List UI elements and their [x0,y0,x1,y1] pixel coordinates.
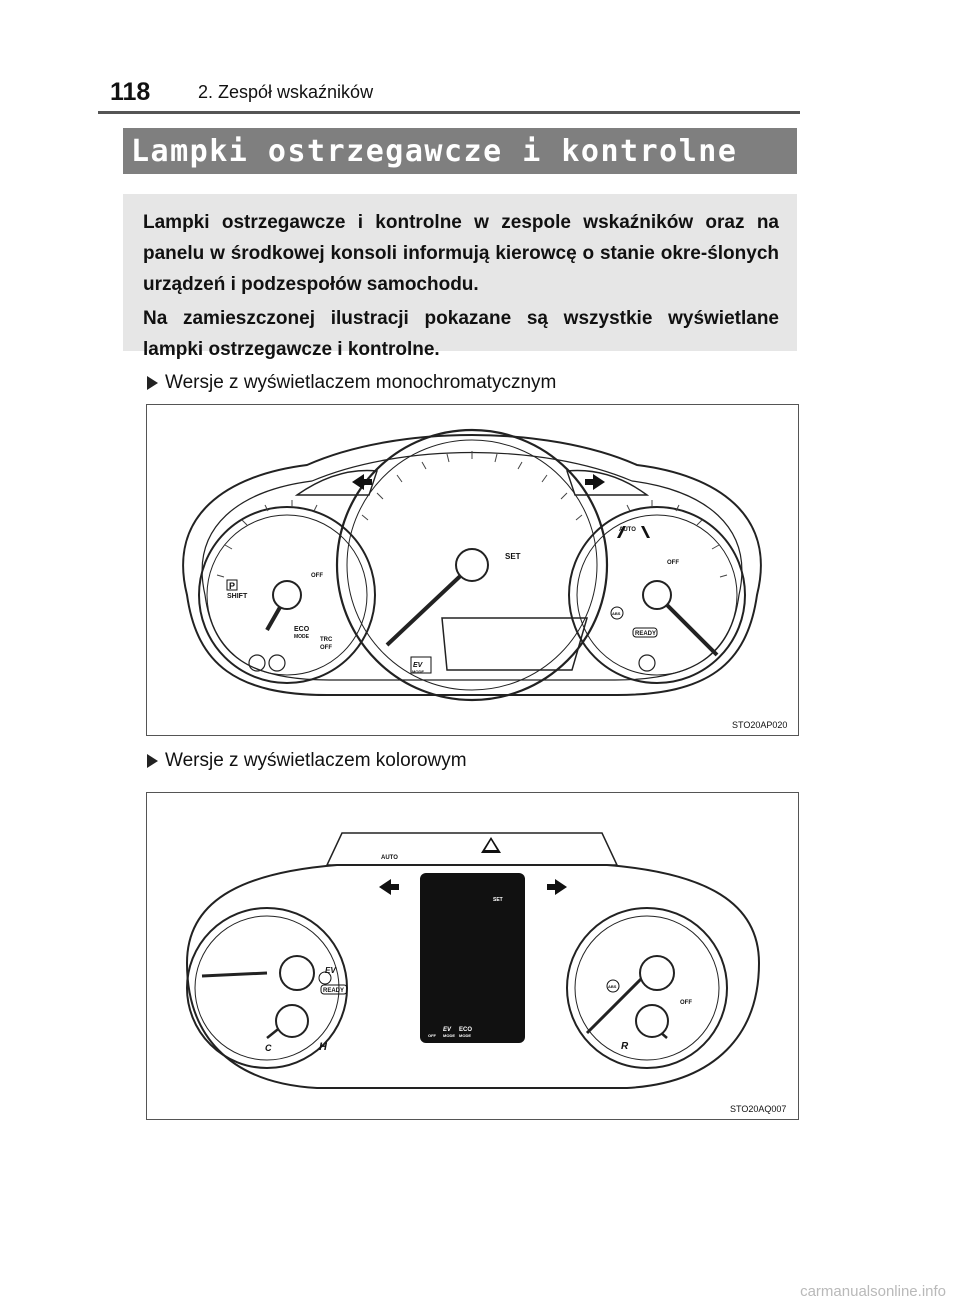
color-off-label: OFF [680,1000,692,1006]
color-display-mode-label-1: MODE [443,1033,455,1038]
color-r-label: R [621,1041,629,1052]
mono-trc-label: TRC [320,637,333,643]
color-display-off-label: OFF [428,1033,436,1038]
bullet-triangle-icon [147,376,158,390]
mono-trc-off-label: OFF [320,645,332,651]
mono-off-label-1: OFF [667,560,679,566]
mono-off-label-2: OFF [311,573,323,579]
mono-ev-label: EV [413,662,423,669]
color-auto-label: AUTO [381,855,398,861]
figure-2-code: STO20AQ007 [730,1104,787,1114]
mono-p-label: P [229,581,236,591]
color-ev-label: EV [325,966,336,975]
chapter-title: 2. Zespół wskaźników [198,82,374,102]
mono-eco-label: ECO [294,626,310,633]
bullet-triangle-icon [147,754,158,768]
mono-ev-mode-label: MODE [412,669,424,674]
header-rule [98,111,800,114]
color-abs-label: ABS [608,984,617,989]
intro-paragraph-2: Na zamieszczonej ilustracji pokazane są wszystkie wyświetlane lampki ostrzegawcze i kontrolne. [143,308,779,360]
color-ready-label: READY [323,988,345,994]
mono-ready-label: READY [635,631,657,637]
mono-auto-label: AUTO [619,527,636,533]
color-h-label: H [319,1041,327,1053]
mono-abs-label: ABS [612,611,621,616]
color-display-ev-label: EV [443,1027,452,1033]
watermark: carmanualsonline.info [800,1283,946,1300]
figure-monochrome-cluster [146,404,799,736]
bullet-color-label: Wersje z wyświetlaczem kolorowym [165,750,467,771]
monochrome-cluster-illustration [147,405,798,735]
color-display-mode-label-2: MODE [459,1033,471,1038]
color-cluster-illustration [147,793,798,1119]
intro-box [123,194,797,360]
bullet-monochrome-label: Wersje z wyświetlaczem monochromatycznym [165,372,557,393]
intro-paragraph-1: Lampki ostrzegawcze i kontrolne w zespole wskaźników oraz na panelu w środkowej konsoli informują kierowcę o stanie okre-ślonych urządzeń i podzespołów samochodu. [143,212,779,295]
color-set-label: SET [493,897,503,903]
figure-1-code: STO20AP020 [732,720,788,730]
color-c-label: C [265,1043,272,1053]
bullet-color [147,750,467,772]
color-eco-label: ECO [459,1027,473,1033]
section-title: Lampki ostrzegawcze i kontrolne [131,134,738,169]
bullet-monochrome [147,372,556,394]
section-title-bar [123,128,797,174]
mono-shift-label: SHIFT [227,593,248,600]
mono-set-label: SET [505,552,521,561]
page-number: 118 [110,78,151,106]
mono-mode-label: MODE [294,634,309,640]
figure-color-cluster [146,792,799,1120]
color-center-display [420,873,525,1043]
